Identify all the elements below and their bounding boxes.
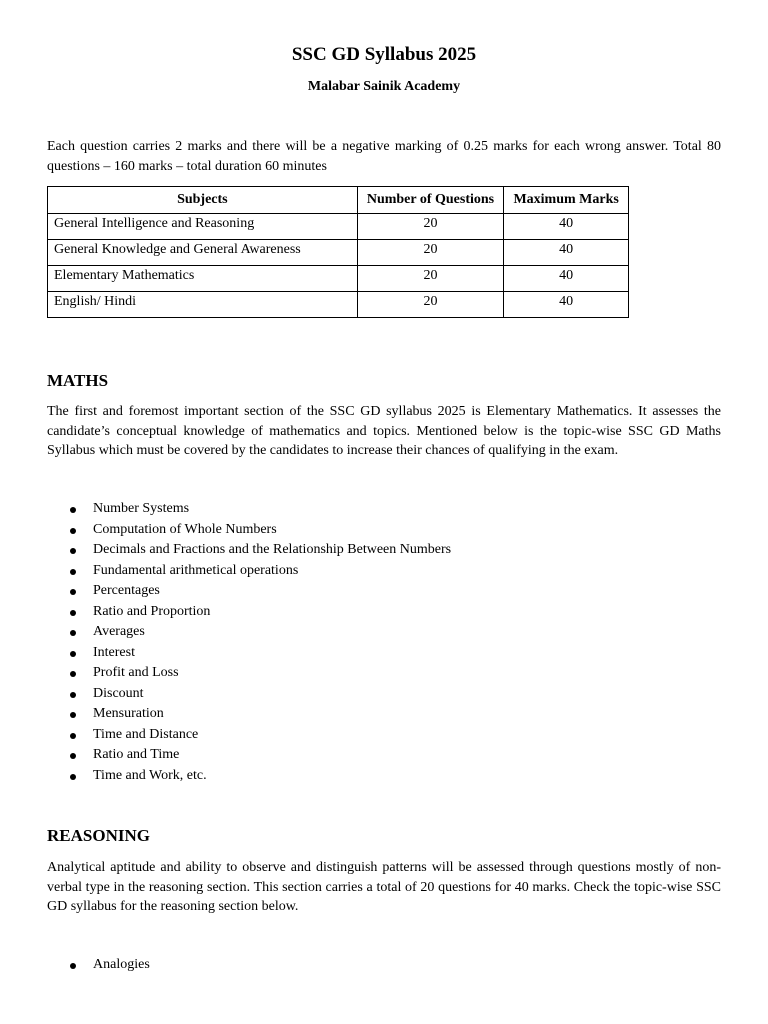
table-cell-questions: 20 [357, 214, 504, 240]
list-item: Time and Work, etc. [47, 766, 451, 787]
table-header-row [48, 187, 629, 214]
reasoning-heading: REASONING [47, 826, 150, 845]
table-cell-subject: Elementary Mathematics [48, 266, 358, 292]
document-title: SSC GD Syllabus 2025 [291, 44, 477, 65]
list-item: Computation of Whole Numbers [47, 520, 451, 541]
table-cell-marks: 40 [504, 292, 629, 318]
table-row [48, 266, 629, 292]
table-cell-questions: 20 [357, 240, 504, 266]
table-cell-marks: 40 [504, 266, 629, 292]
table-cell-subject: General Intelligence and Reasoning [48, 214, 358, 240]
document-subtitle: Malabar Sainik Academy [307, 79, 461, 94]
list-item: Fundamental arithmetical operations [47, 561, 451, 582]
maths-paragraph: The first and foremost important section of the SSC GD syllabus 2025 is Elementary Mathematics. It assesses the candidate’s conceptual knowledge of mathematics and topics. Mentioned below is the topic-wise SSC GD Maths Syllabus which must be covered by the candidates to increase their chances of qualifying in the exam. [47, 404, 721, 458]
list-item: Ratio and Time [47, 745, 451, 766]
table-cell-questions: 20 [357, 292, 504, 318]
maths-heading: MATHS [47, 371, 109, 390]
reasoning-topic-list [47, 955, 150, 976]
list-item: Percentages [47, 581, 451, 602]
intro-paragraph: Each question carries 2 marks and there will be a negative marking of 0.25 marks for each wrong answer. Total 80 questions – 160 marks – total duration 60 minutes [47, 139, 721, 174]
table-cell-questions: 20 [357, 266, 504, 292]
table-cell-subject: English/ Hindi [48, 292, 358, 318]
table-row [48, 240, 629, 266]
list-item: Time and Distance [47, 725, 451, 746]
table-cell-marks: 40 [504, 214, 629, 240]
list-item: Ratio and Proportion [47, 602, 451, 623]
table-cell-marks: 40 [504, 240, 629, 266]
list-item: Discount [47, 684, 451, 705]
table-cell-subject: General Knowledge and General Awareness [48, 240, 358, 266]
list-item: Number Systems [47, 499, 451, 520]
table-header-questions: Number of Questions [357, 187, 504, 214]
list-item: Decimals and Fractions and the Relationship Between Numbers [47, 540, 451, 561]
list-item: Interest [47, 643, 451, 664]
list-item: Profit and Loss [47, 663, 451, 684]
table-row [48, 292, 629, 318]
maths-topic-list [47, 499, 451, 786]
table-row [48, 214, 629, 240]
list-item: Averages [47, 622, 451, 643]
exam-pattern-table [47, 186, 629, 318]
list-item: Analogies [47, 955, 150, 976]
table-header-subjects: Subjects [48, 187, 358, 214]
table-header-marks: Maximum Marks [504, 187, 629, 214]
reasoning-paragraph: Analytical aptitude and ability to observe and distinguish patterns will be assessed through questions mostly of non-verbal type in the reasoning section. This section carries a total of 20 questions for 40 marks. Check the topic-wise SSC GD syllabus for the reasoning section below. [47, 860, 721, 914]
list-item: Mensuration [47, 704, 451, 725]
